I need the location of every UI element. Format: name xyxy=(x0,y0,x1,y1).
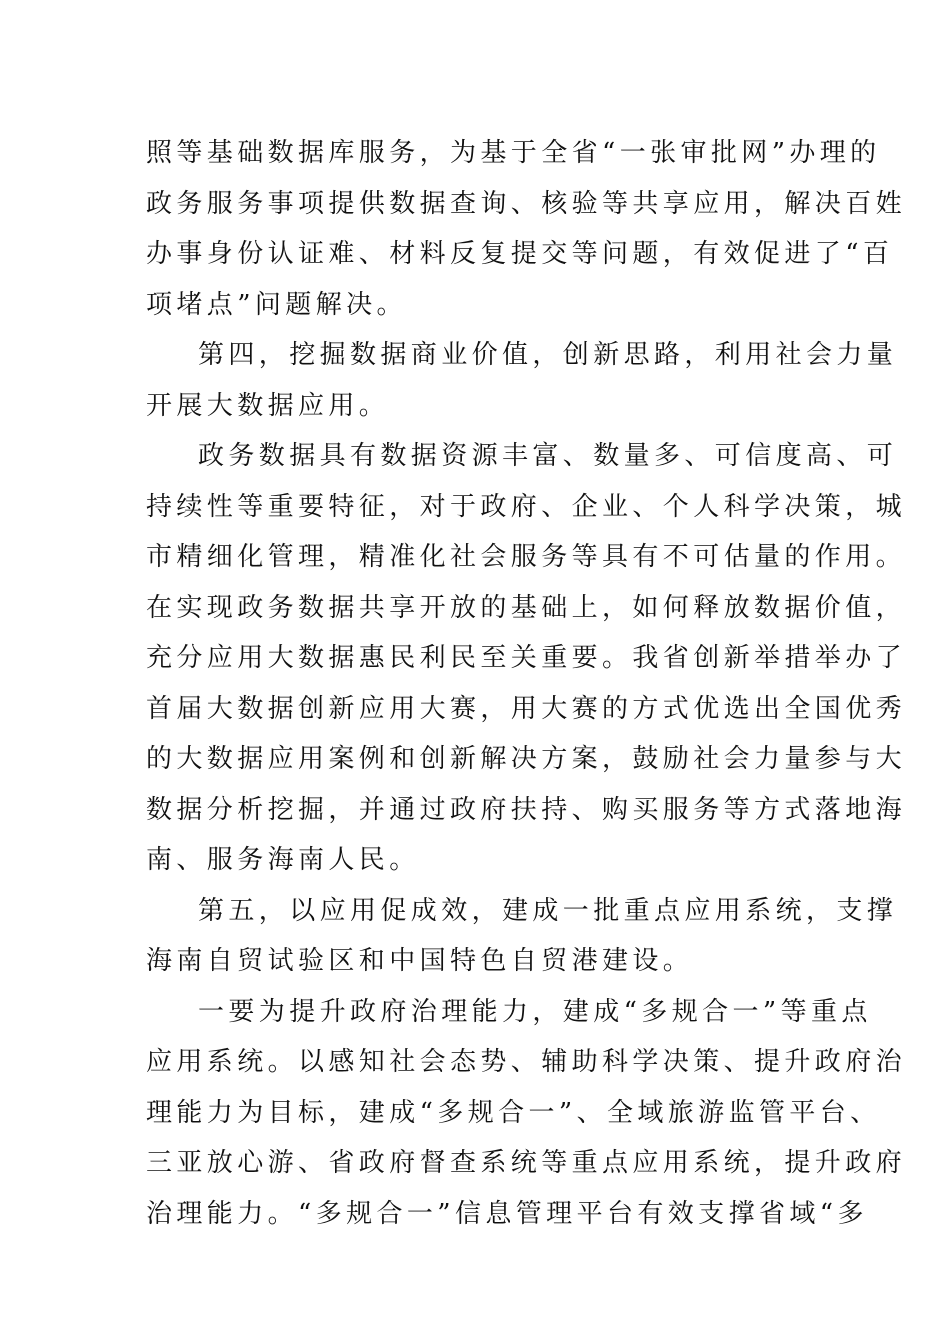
text-line: 首届大数据创新应用大赛，用大赛的方式优选出全国优秀 xyxy=(146,693,907,724)
text-line: 应用系统。以感知社会态势、辅助科学决策、提升政府治 xyxy=(146,1047,907,1077)
document-body xyxy=(146,128,907,1239)
text-line: 在实现政务数据共享开放的基础上，如何释放数据价值， xyxy=(146,592,907,623)
text-line: 项堵点”问题解决。 xyxy=(146,289,407,320)
text-line: 治理能力。“多规合一”信息管理平台有效支撑省域“多 xyxy=(146,1198,868,1229)
text-line: 理能力为目标，建成“多规合一”、全域旅游监管平台、 xyxy=(146,1097,881,1128)
text-line: 三亚放心游、省政府督查系统等重点应用系统，提升政府 xyxy=(146,1148,907,1178)
paragraph-start-line: 第五，以应用促成效，建成一批重点应用系统，支撑 xyxy=(198,895,898,926)
text-line: 持续性等重要特征，对于政府、企业、个人科学决策，城 xyxy=(146,491,907,522)
text-line: 市精细化管理，精准化社会服务等具有不可估量的作用。 xyxy=(146,542,907,572)
text-line: 海南自贸试验区和中国特色自贸港建设。 xyxy=(146,946,694,976)
text-line: 开展大数据应用。 xyxy=(146,390,390,421)
text-line: 南、服务海南人民。 xyxy=(146,845,420,875)
text-line: 办事身份认证难、材料反复提交等问题，有效促进了“百 xyxy=(146,239,894,269)
text-line: 数据分析挖掘，并通过政府扶持、购买服务等方式落地海 xyxy=(146,794,907,825)
paragraph-start-line: 第四，挖掘数据商业价值，创新思路，利用社会力量 xyxy=(198,340,898,370)
paragraph-start-line: 政务数据具有数据资源丰富、数量多、可信度高、可 xyxy=(198,441,898,471)
paragraph-start-line: 一要为提升政府治理能力，建成“多规合一”等重点 xyxy=(198,996,872,1027)
text-line: 照等基础数据库服务，为基于全省“一张审批网”办理的 xyxy=(146,138,881,168)
text-line: 政务服务事项提供数据查询、核验等共享应用，解决百姓 xyxy=(146,188,907,219)
text-line: 的大数据应用案例和创新解决方案，鼓励社会力量参与大 xyxy=(146,744,907,774)
text-line: 充分应用大数据惠民利民至关重要。我省创新举措举办了 xyxy=(146,643,907,673)
